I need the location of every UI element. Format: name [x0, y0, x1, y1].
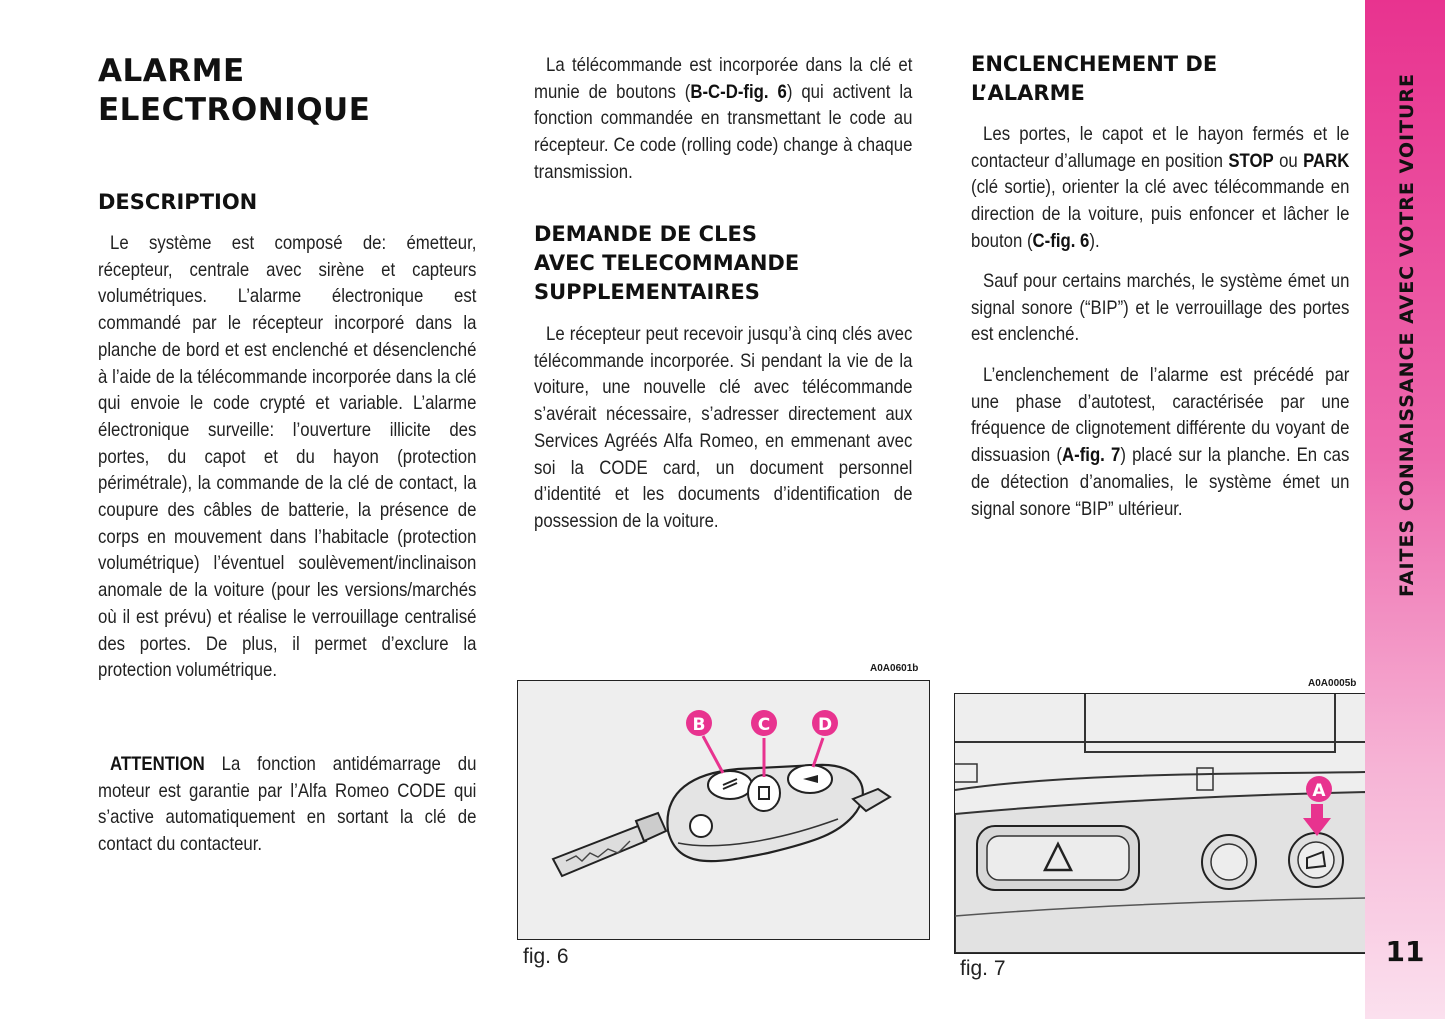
autotest-text-b: ) placé sur la planche. En cas de détection d’anomalies, le système émet un signal sonore “BIP” ultérieur. [971, 444, 1350, 520]
arming-fig-ref: C-fig. 6 [1032, 229, 1090, 252]
keys-heading [534, 220, 799, 307]
fig7-illustration [954, 693, 1367, 954]
attention-paragraph [98, 751, 476, 858]
remote-fig-ref: B-C-D-fig. 6 [690, 80, 787, 103]
autotest-fig-ref: A-fig. 7 [1061, 444, 1121, 467]
attention-label: ATTENTION [110, 753, 205, 775]
park-label: PARK [1303, 149, 1350, 172]
title-line-2: ELECTRONIQUE [98, 92, 371, 128]
fig7-code: A0A0005b [1308, 678, 1357, 689]
keys-heading-line-1: DEMANDE DE CLES [534, 222, 757, 246]
description-heading: DESCRIPTION [98, 190, 258, 214]
keys-heading-line-2: AVEC TELECOMMANDE [534, 251, 800, 275]
arming-heading-line-1: ENCLENCHEMENT DE [971, 52, 1218, 76]
arming-text-b: ou [1273, 149, 1304, 172]
label-d: D [817, 715, 833, 735]
arming-text-c: (clé sortie), orienter la clé avec télécommande en direction de la voiture, puis enfoncer et lâcher le bouton ( [971, 176, 1350, 252]
fig7-caption: fig. 7 [960, 957, 1006, 980]
arming-heading-line-2: L’ALARME [971, 81, 1085, 105]
keys-paragraph: Le récepteur peut recevoir jusqu’à cinq clés avec télécommande incorporée. Si pendant la vie de la voiture, une nouvelle clé avec télécommande s’avérait nécessaire, s’adresser directement aux Services Agréés Alfa Romeo, en emmenant avec soi la CODE card, un document personnel d’identité et les documents d’identification de possession de la voiture. [534, 323, 913, 532]
arming-paragraph-2: Sauf pour certains marchés, le système émet un signal sonore (“BIP”) et le verrouillage des portes est enclenché. [971, 270, 1350, 346]
arming-text-d: ). [1089, 229, 1100, 252]
dashboard-drawing [955, 694, 1366, 953]
label-c: C [757, 715, 771, 735]
arming-paragraph-1 [971, 121, 1349, 255]
fig6-illustration [517, 680, 930, 940]
button-c-shape [748, 775, 780, 811]
arming-text-a: Les portes, le capot et le hayon fermés et le contacteur d’allumage en position [971, 123, 1350, 172]
arming-paragraph-3 [971, 362, 1349, 522]
arming-heading [971, 50, 1217, 108]
autotest-text-a: L’enclenchement de l’alarme est précédé par une phase d’autotest, caractérisée par une fréquence de clignotement différente du voyant de dissuasion ( [971, 364, 1350, 467]
remote-text-a: La télécommande est incorporée dans la clé et munie de boutons ( [534, 54, 913, 103]
label-b: B [692, 715, 706, 735]
key-fob-drawing [518, 681, 929, 939]
page-title [98, 52, 370, 130]
fig6-caption: fig. 6 [523, 945, 569, 968]
attention-text: La fonction antidémarrage du moteur est garantie par l’Alfa Romeo CODE qui s’active automatiquement en sortant la clé de contact du contacteur. [98, 753, 477, 856]
section-title-vertical: FAITES CONNAISSANCE AVEC VOTRE VOITURE [1396, 72, 1418, 598]
remote-paragraph [534, 52, 912, 186]
title-line-1: ALARME [98, 53, 245, 89]
description-paragraph: Le système est composé de: émetteur, récepteur, centrale avec sirène et capteurs volumétriques. L’alarme électronique est commandé par le récepteur incorporé dans la planche de bord et est enclenché et désenclenché à l’aide de la télécommande incorporée dans la clé qui envoie le code crypté et variable. L’alarme électronique surveille: l’ouverture illicite des portes, du capot et du hayon (protection périmétrale), la commande de la clé de contact, la coupure des câbles de batterie, la présence de corps en mouvement dans l’habitacle (protection volumétrique) l’éventuel soulèvement/inclinaison anomale de la voiture (pour les versions/marchés où il est prévu) et réalise le verrouillage centralisé des portes. De plus, il permet d’exclure la protection volumétrique. [98, 232, 477, 682]
remote-text-b: ) qui activent la fonction commandée en transmettant le code au récepteur. Ce code (rolling code) change à chaque transmission. [534, 80, 913, 183]
keys-heading-line-3: SUPPLEMENTAIRES [534, 280, 760, 304]
page-number: 11 [1385, 935, 1425, 968]
stop-label: STOP [1228, 149, 1274, 172]
fig6-code: A0A0601b [870, 663, 919, 674]
label-a: A [1312, 781, 1326, 801]
